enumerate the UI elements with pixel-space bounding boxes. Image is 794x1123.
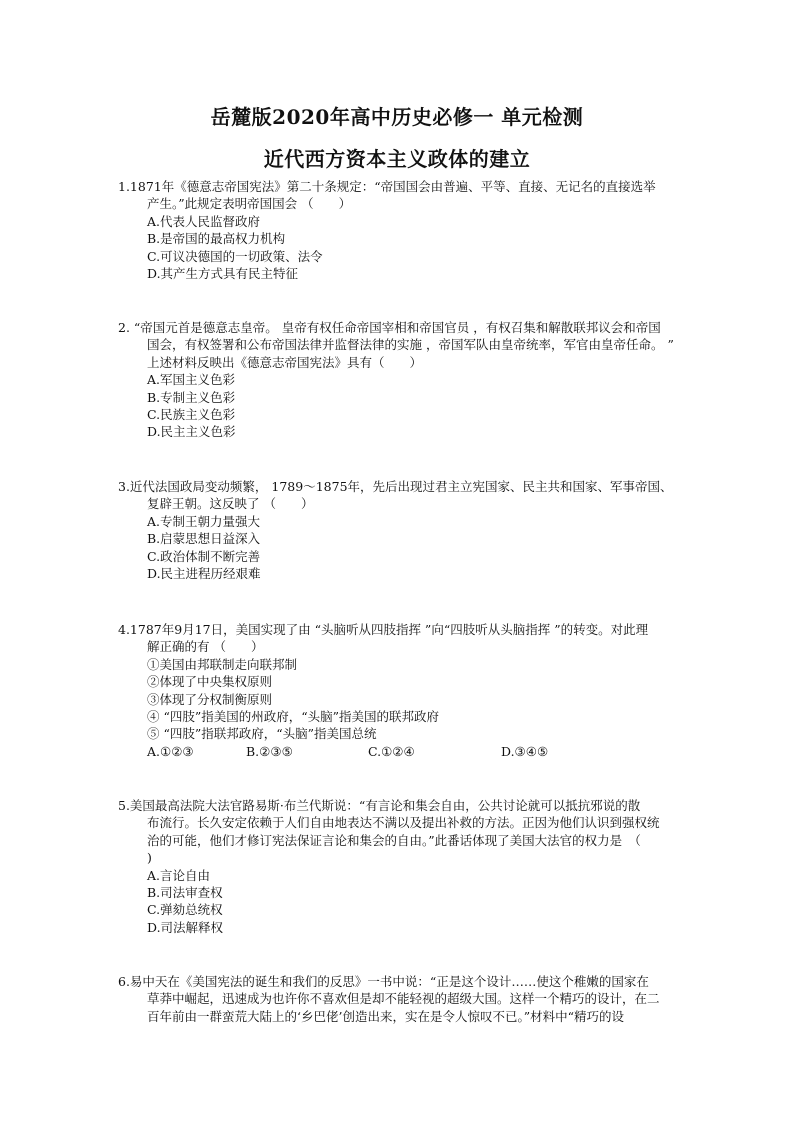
option-b: B.司法审查权 <box>147 885 223 901</box>
question-stem: 治的可能，他们才修订宪法保证言论和集会的自由。”此番话体现了美国大法官的权力是 （ <box>147 832 641 848</box>
option-b: B.②③⑤ <box>246 743 293 759</box>
question-stem: 解正确的有 （ ） <box>147 639 264 655</box>
question-stem: 百年前由一群蛮荒大陆上的‘乡巴佬’创造出来，实在是令人惊叹不已。”材料中“精巧的设 <box>147 1008 624 1024</box>
option-a: A.专制王朝力量强大 <box>147 513 261 529</box>
question-stem: 草莽中崛起，迅速成为也许你不喜欢但是却不能轻视的超级大国。这样一个精巧的设计，在二 <box>147 991 660 1007</box>
option-b: B.启蒙思想日益深入 <box>147 531 261 547</box>
statement-item: ①美国由邦联制走向联邦制 <box>147 656 298 672</box>
option-a: A.①②③ <box>147 743 194 759</box>
statement-item: ③体现了分权制衡原则 <box>147 691 273 707</box>
option-d: D.司法解释权 <box>147 919 224 935</box>
question-6 <box>118 973 698 1025</box>
option-c: C.弹劾总统权 <box>147 902 223 918</box>
question-stem: 上述材料反映出《德意志帝国宪法》具有（ ） <box>147 354 423 370</box>
question-stem: 国会，有权签署和公布帝国法律并监督法律的实施 ，帝国军队由皇帝统率，军官由皇帝任命。 ” <box>147 337 674 353</box>
statement-item: ⑤ “四肢”指联邦政府，“头脑”指美国总统 <box>147 726 377 742</box>
question-stem: 1.1871年《德意志帝国宪法》第二十条规定：“帝国国会由普遍、平等、直接、无记名的直接选举 <box>118 179 656 194</box>
option-c: C.可议决德国的一切政策、法令 <box>147 248 323 264</box>
option-a: A.代表人民监督政府 <box>147 213 261 229</box>
document-title: 岳麓版2020年高中历史必修一 单元检测 <box>210 105 584 129</box>
option-d: D.③④⑤ <box>501 743 549 759</box>
option-b: B.专制主义色彩 <box>147 389 236 405</box>
option-c: C.政治体制不断完善 <box>147 548 261 564</box>
question-1 <box>118 178 698 282</box>
question-4 <box>118 621 698 760</box>
question-stem: 6.易中天在《美国宪法的诞生和我们的反思》一书中说：“正是这个设计……使这个稚嫩的国家在 <box>118 974 649 989</box>
question-stem: 4.1787年9月17日，美国实现了由 “头脑听从四肢指挥 ”向“四肢听从头脑指挥 ”的转变。对此理 <box>118 622 649 637</box>
option-d: D.其产生方式具有民主特征 <box>147 266 299 282</box>
option-a: A.言论自由 <box>147 867 211 883</box>
options-row <box>118 743 698 760</box>
option-c: C.民族主义色彩 <box>147 407 236 423</box>
question-stem: 3.近代法国政局变动频繁， 1789～1875年，先后出现过君主立宪国家、民主共和国家、军事帝国、 <box>118 479 673 494</box>
question-5 <box>118 797 698 936</box>
option-c: C.①②④ <box>368 743 415 759</box>
question-2 <box>118 319 698 441</box>
question-stem: 5.美国最高法院大法官路易斯·布兰代斯说：“有言论和集会自由，公共讨论就可以抵抗邪说的散 <box>118 798 641 813</box>
option-b: B.是帝国的最高权力机构 <box>147 231 286 247</box>
statement-item: ④ “四肢”指美国的州政府，“头脑”指美国的联邦政府 <box>147 709 440 725</box>
question-stem: ) <box>147 850 152 866</box>
question-3 <box>118 478 698 582</box>
question-stem: 2. “帝国元首是德意志皇帝。 皇帝有权任命帝国宰相和帝国官员 ，有权召集和解散联邦议会和帝国 <box>118 320 661 335</box>
statement-item: ②体现了中央集权原则 <box>147 674 273 690</box>
option-a: A.军国主义色彩 <box>147 372 236 388</box>
question-stem: 复辟王朝。这反映了 （ ） <box>147 496 314 512</box>
document-subtitle: 近代西方资本主义政体的建立 <box>263 147 531 171</box>
option-d: D.民主主义色彩 <box>147 424 236 440</box>
question-stem: 布流行。长久安定依赖于人们自由地表达不满以及提出补救的方法。正因为他们认识到强权统 <box>147 815 660 831</box>
question-stem: 产生。”此规定表明帝国国会 （ ） <box>147 196 352 212</box>
option-d: D.民主进程历经艰难 <box>147 566 261 582</box>
